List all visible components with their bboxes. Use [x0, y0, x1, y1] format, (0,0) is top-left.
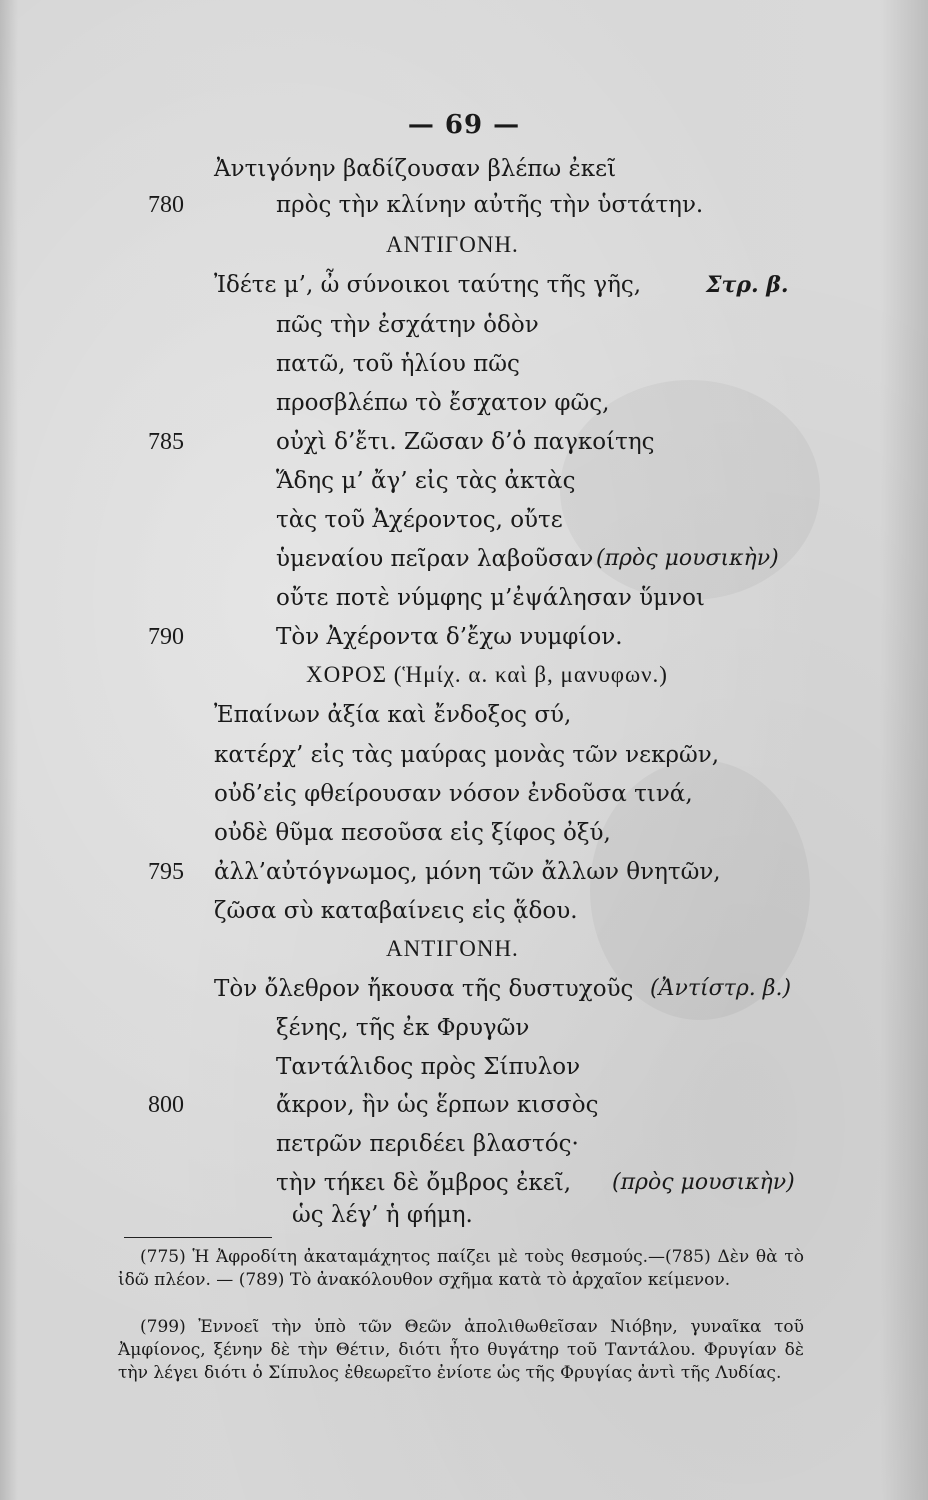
verse-line: Ἐπαίνων ἀξία καὶ ἔνδοξος σύ, [214, 702, 572, 728]
verse-line: Τὸν Ἀχέροντα δ’ἔχω νυμφίον. [276, 624, 623, 650]
verse-line: προσβλέπω τὸ ἔσχατον φῶς, [276, 390, 610, 416]
verse-line: ζῶσα σὺ καταβαίνεις εἰς ᾅδου. [214, 898, 578, 924]
music-note: (πρὸς μουσικὴν) [612, 1170, 795, 1195]
verse-line: πατῶ, τοῦ ἡλίου πῶς [276, 351, 520, 377]
verse-line: ἄκρον, ἣν ὡς ἕρπων κισσὸς [276, 1092, 599, 1118]
speaker-heading: ΑΝΤΙΓΟΝΗ. [386, 936, 519, 961]
line-number: 780 [148, 192, 184, 218]
speaker-heading: ΑΝΤΙΓΟΝΗ. [386, 232, 519, 257]
verse-line: κατέρχ’ εἰς τὰς μαύρας μονὰς τῶν νεκρῶν, [214, 742, 720, 768]
line-number: 790 [148, 624, 184, 650]
strophe-note: Στρ. β. [706, 272, 789, 298]
footnote: (775) Ἡ Ἀφροδίτη ἀκαταμάχητος παίζει μὲ τοὺς θεσμούς.—(785) Δὲν θὰ τὸ ἰδῶ πλέον. — (789) Τὸ ἀνακόλουθον σχῆμα κατὰ τὸ ἀρχαῖον κείμενον. [118, 1247, 804, 1290]
verse-line: πρὸς τὴν κλίνην αὐτῆς τὴν ὑστάτην. [276, 192, 704, 218]
music-note: (πρὸς μουσικὴν) [596, 546, 779, 571]
speaker-heading: ΧΟΡΟΣ (Ἡμίχ. α. καὶ β, μανυφων.) [306, 662, 668, 687]
verse-line: οὐδὲ θῦμα πεσοῦσα εἰς ξίφος ὀξύ, [214, 820, 611, 846]
verse-line: πῶς τὴν ἐσχάτην ὁδὸν [276, 312, 539, 338]
antistrophe-note: (Ἀντίστρ. β.) [650, 976, 792, 1001]
verse-line: Τὸν ὄλεθρον ἤκουσα τῆς δυστυχοῦς [214, 976, 634, 1002]
verse-line: τὴν τήκει δὲ ὄμβρος ἐκεῖ, [276, 1170, 572, 1196]
verse-line: Ἰδέτε μ’, ὦ σύνοικοι ταύτης τῆς γῆς, [214, 272, 642, 298]
verse-line: ξένης, τῆς ἐκ Φρυγῶν [276, 1015, 530, 1041]
verse-line: Ταντάλιδος πρὸς Σίπυλον [276, 1054, 581, 1080]
footnote-rule [124, 1237, 272, 1238]
page-number: — 69 — [407, 110, 521, 140]
verse-line: οὐδ’εἰς φθείρουσαν νόσον ἐνδοῦσα τινά, [214, 781, 693, 807]
line-number: 795 [148, 859, 184, 885]
line-number: 800 [148, 1092, 184, 1118]
line-number: 785 [148, 429, 184, 455]
footnote: (799) Ἐννοεῖ τὴν ὑπὸ τῶν Θεῶν ἀπολιθωθεῖσαν Νιόβην, γυναῖκα τοῦ Ἀμφίονος, ξένην δὲ τὴν Θέτιν, διότι ἦτο θυγάτηρ τοῦ Ταντάλου. Φρυγίαν δὲ τὴν λέγει διότι ὁ Σίπυλος ἐθεωρεῖτο ἐνίοτε ὡς τῆς Φρυγίας ἀντὶ τῆς Λυδίας. [118, 1317, 804, 1383]
verse-line: Ἀντιγόνην βαδίζουσαν βλέπω ἐκεῖ [214, 156, 617, 182]
verse-line: οὔτε ποτὲ νύμφης μ’ἐψάλησαν ὕμνοι [276, 585, 705, 611]
verse-line: ἀλλ’αὐτόγνωμος, μόνη τῶν ἄλλων θνητῶν, [214, 859, 721, 885]
verse-line: Ἅδης μ’ ἄγ’ εἰς τὰς ἀκτὰς [276, 468, 576, 494]
verse-line: πετρῶν περιδέει βλαστός· [276, 1131, 579, 1157]
verse-line: οὐχὶ δ’ἔτι. Ζῶσαν δ’ὁ παγκοίτης [276, 429, 655, 455]
verse-line: ὡς λέγ’ ἡ φήμη. [292, 1202, 473, 1228]
verse-line: ὑμεναίου πεῖραν λαβοῦσαν [276, 546, 594, 572]
verse-line: τὰς τοῦ Ἀχέροντος, οὔτε [276, 507, 563, 533]
